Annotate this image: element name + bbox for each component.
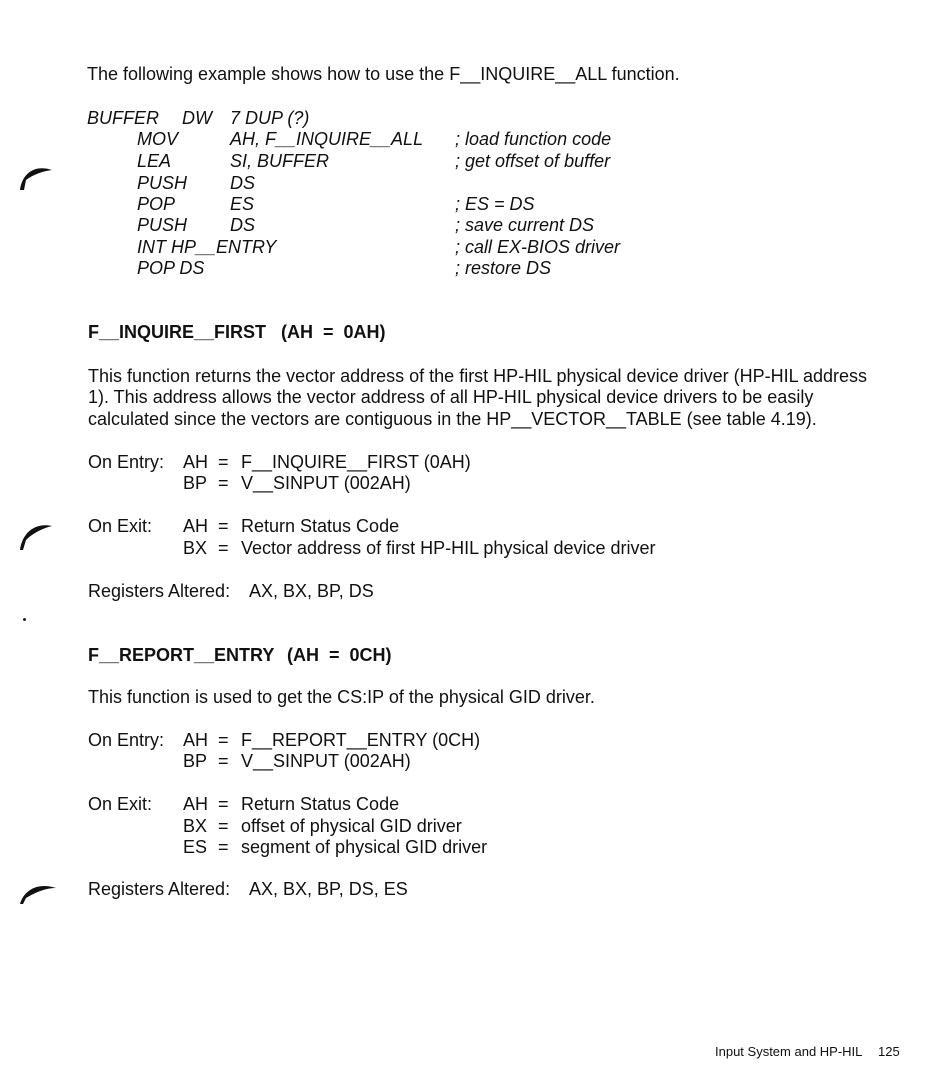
- section1-heading-name: F__INQUIRE__FIRST: [88, 322, 267, 342]
- section2-entry-reg: BP: [183, 751, 208, 771]
- section2-heading-name: F__REPORT__ENTRY: [88, 645, 275, 665]
- section1-exit-eq: =: [218, 516, 229, 536]
- binder-hole-mark-icon: [16, 878, 60, 908]
- section2-exit-eq: =: [218, 837, 229, 857]
- footer-page-number: 125: [878, 1044, 900, 1059]
- section2-entry-label: On Entry:: [88, 730, 165, 750]
- section2-exit-val: segment of physical GID driver: [241, 837, 488, 857]
- code-op: INT HP__ENTRY: [137, 237, 277, 257]
- code-buffer-dup: 7 DUP (?): [230, 108, 310, 128]
- code-op: POP DS: [137, 258, 205, 278]
- code-op: PUSH: [137, 215, 188, 235]
- section2-exit-reg: ES: [183, 837, 208, 857]
- section1-altered-label: Registers Altered:: [88, 581, 231, 601]
- section2-entry-reg: AH: [183, 730, 209, 750]
- section2-exit-eq: =: [218, 794, 229, 814]
- intro-text: The following example shows how to use the F__INQUIRE__ALL function.: [87, 64, 680, 84]
- section2-heading-code: (AH = 0CH): [287, 645, 392, 665]
- section1-entry-val: V__SINPUT (002AH): [241, 473, 411, 493]
- section1-entry-reg: BP: [183, 473, 208, 493]
- code-op: LEA: [137, 151, 172, 171]
- section1-exit-reg: BX: [183, 538, 208, 558]
- code-buffer-dw: DW: [182, 108, 212, 128]
- code-comment: ; get offset of buffer: [455, 151, 611, 171]
- code-comment: ; ES = DS: [455, 194, 535, 214]
- section1-exit-val: Return Status Code: [241, 516, 400, 536]
- section1-exit-label: On Exit:: [88, 516, 153, 536]
- code-arg: DS: [230, 173, 256, 193]
- section1-entry-eq: =: [218, 452, 229, 472]
- section1-exit-eq: =: [218, 538, 229, 558]
- footer-title: Input System and HP-HIL: [715, 1044, 863, 1059]
- section1-entry-reg: AH: [183, 452, 209, 472]
- section2-exit-val: Return Status Code: [241, 794, 400, 814]
- section1-exit-val: Vector address of first HP-HIL physical device driver: [241, 538, 656, 558]
- section2-exit-reg: BX: [183, 816, 208, 836]
- section1-altered-value: AX, BX, BP, DS: [249, 581, 374, 601]
- section2-exit-reg: AH: [183, 794, 209, 814]
- section2-exit-eq: =: [218, 816, 229, 836]
- section1-heading-code: (AH = 0AH): [281, 322, 386, 342]
- code-buffer-label: BUFFER: [87, 108, 159, 128]
- section2-exit-val: offset of physical GID driver: [241, 816, 462, 836]
- section2-entry-val: V__SINPUT (002AH): [241, 751, 411, 771]
- code-arg: SI, BUFFER: [230, 151, 330, 171]
- binder-hole-mark-icon: [16, 518, 56, 554]
- code-op: MOV: [137, 129, 179, 149]
- section1-entry-label: On Entry:: [88, 452, 165, 472]
- section1-exit-reg: AH: [183, 516, 209, 536]
- code-comment: ; save current DS: [455, 215, 595, 235]
- code-arg: DS: [230, 215, 256, 235]
- section2-exit-label: On Exit:: [88, 794, 153, 814]
- section1-entry-val: F__INQUIRE__FIRST (0AH): [241, 452, 471, 472]
- section1-entry-eq: =: [218, 473, 229, 493]
- section2-entry-eq: =: [218, 730, 229, 750]
- section2-altered-value: AX, BX, BP, DS, ES: [249, 879, 408, 899]
- section2-desc: This function is used to get the CS:IP of the physical GID driver.: [88, 687, 595, 707]
- binder-hole-mark-icon: [16, 160, 56, 194]
- code-op: POP: [137, 194, 176, 214]
- code-arg: AH, F__INQUIRE__ALL: [230, 129, 424, 149]
- code-comment: ; load function code: [455, 129, 612, 149]
- code-op: PUSH: [137, 173, 188, 193]
- code-comment: ; restore DS: [455, 258, 552, 278]
- code-comment: ; call EX-BIOS driver: [455, 237, 621, 257]
- section2-entry-val: F__REPORT__ENTRY (0CH): [241, 730, 481, 750]
- section2-entry-eq: =: [218, 751, 229, 771]
- speck-mark: [23, 618, 26, 621]
- section2-altered-label: Registers Altered:: [88, 879, 231, 899]
- section1-desc-line: calculated since the vectors are contiguous in the HP__VECTOR__TABLE (see table 4.19).: [88, 409, 817, 429]
- section1-desc-line: This function returns the vector address of the first HP-HIL physical device driver (HP-HIL address: [88, 366, 867, 386]
- section1-desc-line: 1). This address allows the vector address of all HP-HIL physical device drivers to be easily: [88, 387, 814, 407]
- code-arg: ES: [230, 194, 255, 214]
